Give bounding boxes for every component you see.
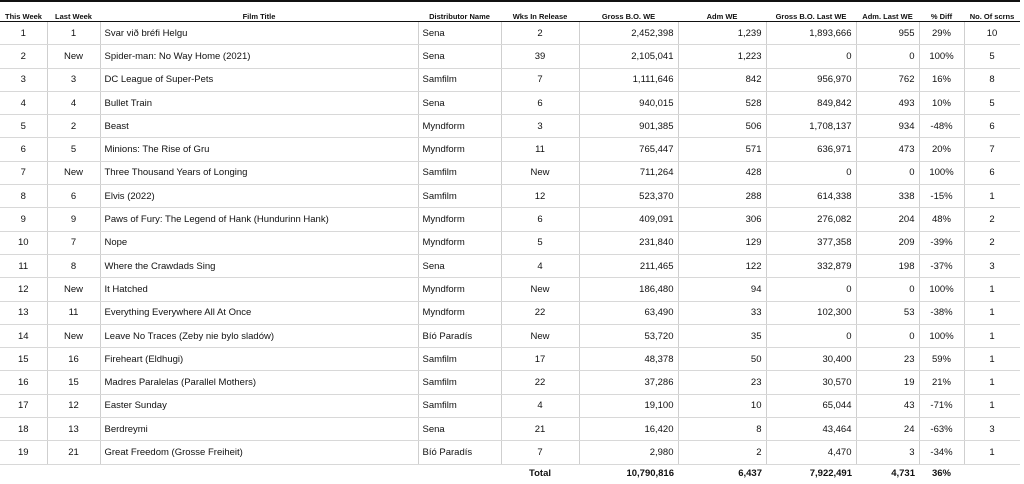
header-gross-we: Gross B.O. WE — [579, 1, 678, 22]
cell-screens: 1 — [964, 185, 1020, 208]
cell-weeks-in-release: 21 — [501, 418, 579, 441]
cell-gross-last-we: 102,300 — [766, 301, 856, 324]
cell-screens: 5 — [964, 91, 1020, 114]
cell-adm-last-we: 0 — [856, 324, 919, 347]
cell-screens: 1 — [964, 348, 1020, 371]
cell-percent-diff: -71% — [919, 394, 964, 417]
cell-weeks-in-release: 6 — [501, 91, 579, 114]
cell-gross-we: 48,378 — [579, 348, 678, 371]
cell-percent-diff: -48% — [919, 115, 964, 138]
cell-weeks-in-release: 7 — [501, 68, 579, 91]
right-edge — [1020, 0, 1024, 484]
table-row — [0, 91, 1020, 114]
cell-distributor: Myndform — [418, 278, 501, 301]
cell-last-week: New — [47, 278, 100, 301]
cell-adm-last-we: 955 — [856, 22, 919, 45]
cell-percent-diff: 48% — [919, 208, 964, 231]
totals-spacer — [47, 464, 100, 482]
cell-gross-we: 901,385 — [579, 115, 678, 138]
cell-adm-we: 1,239 — [678, 22, 766, 45]
totals-spacer — [0, 464, 47, 482]
cell-film-title: Svar við bréfi Helgu — [100, 22, 418, 45]
cell-last-week: 8 — [47, 254, 100, 277]
cell-last-week: 15 — [47, 371, 100, 394]
cell-film-title: Paws of Fury: The Legend of Hank (Hundurinn Hank) — [100, 208, 418, 231]
cell-distributor: Bíó Paradís — [418, 441, 501, 464]
cell-last-week: 21 — [47, 441, 100, 464]
cell-adm-last-we: 53 — [856, 301, 919, 324]
cell-percent-diff: 29% — [919, 22, 964, 45]
table-row — [0, 371, 1020, 394]
cell-gross-we: 211,465 — [579, 254, 678, 277]
cell-weeks-in-release: 22 — [501, 301, 579, 324]
cell-distributor: Sena — [418, 254, 501, 277]
cell-gross-we: 1,111,646 — [579, 68, 678, 91]
cell-distributor: Samfilm — [418, 371, 501, 394]
cell-gross-last-we: 1,708,137 — [766, 115, 856, 138]
cell-weeks-in-release: 4 — [501, 394, 579, 417]
cell-distributor: Samfilm — [418, 185, 501, 208]
totals-diff: 36% — [919, 464, 964, 482]
cell-weeks-in-release: 11 — [501, 138, 579, 161]
cell-film-title: Fireheart (Eldhugi) — [100, 348, 418, 371]
cell-this-week: 19 — [0, 441, 47, 464]
cell-this-week: 12 — [0, 278, 47, 301]
cell-gross-last-we: 0 — [766, 161, 856, 184]
cell-this-week: 11 — [0, 254, 47, 277]
cell-adm-we: 571 — [678, 138, 766, 161]
cell-screens: 7 — [964, 138, 1020, 161]
table-row — [0, 394, 1020, 417]
cell-percent-diff: 16% — [919, 68, 964, 91]
cell-weeks-in-release: New — [501, 161, 579, 184]
cell-percent-diff: -34% — [919, 441, 964, 464]
header-row — [0, 1, 1020, 22]
totals-adm-last: 4,731 — [856, 464, 919, 482]
cell-film-title: Easter Sunday — [100, 394, 418, 417]
cell-gross-we: 63,490 — [579, 301, 678, 324]
cell-gross-last-we: 636,971 — [766, 138, 856, 161]
totals-spacer — [418, 464, 501, 482]
cell-percent-diff: 100% — [919, 45, 964, 68]
header-distributor: Distributor Name — [418, 1, 501, 22]
cell-adm-we: 35 — [678, 324, 766, 347]
cell-this-week: 3 — [0, 68, 47, 91]
cell-film-title: Where the Crawdads Sing — [100, 254, 418, 277]
cell-film-title: Beast — [100, 115, 418, 138]
cell-weeks-in-release: New — [501, 278, 579, 301]
header-gross-last-we: Gross B.O. Last WE — [766, 1, 856, 22]
cell-gross-last-we: 0 — [766, 45, 856, 68]
cell-last-week: 11 — [47, 301, 100, 324]
cell-weeks-in-release: 7 — [501, 441, 579, 464]
cell-this-week: 2 — [0, 45, 47, 68]
cell-gross-we: 409,091 — [579, 208, 678, 231]
cell-this-week: 8 — [0, 185, 47, 208]
cell-distributor: Sena — [418, 45, 501, 68]
table-row — [0, 231, 1020, 254]
cell-screens: 1 — [964, 278, 1020, 301]
cell-gross-last-we: 4,470 — [766, 441, 856, 464]
cell-percent-diff: 21% — [919, 371, 964, 394]
cell-gross-last-we: 0 — [766, 324, 856, 347]
cell-last-week: 4 — [47, 91, 100, 114]
header-last-week: Last Week — [47, 1, 100, 22]
cell-last-week: 7 — [47, 231, 100, 254]
cell-gross-last-we: 65,044 — [766, 394, 856, 417]
cell-last-week: 9 — [47, 208, 100, 231]
cell-distributor: Myndform — [418, 115, 501, 138]
cell-adm-we: 528 — [678, 91, 766, 114]
cell-last-week: 16 — [47, 348, 100, 371]
cell-adm-we: 23 — [678, 371, 766, 394]
table-row — [0, 348, 1020, 371]
table-row — [0, 324, 1020, 347]
cell-distributor: Sena — [418, 418, 501, 441]
cell-this-week: 13 — [0, 301, 47, 324]
cell-weeks-in-release: 39 — [501, 45, 579, 68]
cell-this-week: 5 — [0, 115, 47, 138]
cell-adm-last-we: 209 — [856, 231, 919, 254]
cell-distributor: Bíó Paradís — [418, 324, 501, 347]
cell-last-week: New — [47, 161, 100, 184]
cell-adm-last-we: 23 — [856, 348, 919, 371]
cell-adm-last-we: 934 — [856, 115, 919, 138]
totals-label: Total — [501, 464, 579, 482]
cell-weeks-in-release: 5 — [501, 231, 579, 254]
cell-last-week: New — [47, 324, 100, 347]
table-row — [0, 185, 1020, 208]
cell-screens: 1 — [964, 324, 1020, 347]
header-this-week: This Week — [0, 1, 47, 22]
cell-percent-diff: 20% — [919, 138, 964, 161]
cell-adm-last-we: 0 — [856, 161, 919, 184]
cell-this-week: 16 — [0, 371, 47, 394]
cell-this-week: 15 — [0, 348, 47, 371]
cell-distributor: Myndform — [418, 231, 501, 254]
cell-screens: 6 — [964, 115, 1020, 138]
cell-this-week: 9 — [0, 208, 47, 231]
cell-screens: 2 — [964, 231, 1020, 254]
cell-gross-last-we: 43,464 — [766, 418, 856, 441]
cell-percent-diff: 100% — [919, 324, 964, 347]
cell-adm-we: 8 — [678, 418, 766, 441]
cell-last-week: 3 — [47, 68, 100, 91]
cell-weeks-in-release: 3 — [501, 115, 579, 138]
cell-adm-we: 10 — [678, 394, 766, 417]
cell-distributor: Samfilm — [418, 68, 501, 91]
cell-screens: 2 — [964, 208, 1020, 231]
cell-last-week: 1 — [47, 22, 100, 45]
header-percent-diff: % Diff — [919, 1, 964, 22]
totals-spacer — [100, 464, 418, 482]
cell-adm-last-we: 204 — [856, 208, 919, 231]
cell-last-week: 13 — [47, 418, 100, 441]
cell-last-week: 12 — [47, 394, 100, 417]
table-row — [0, 301, 1020, 324]
cell-adm-we: 122 — [678, 254, 766, 277]
cell-adm-we: 50 — [678, 348, 766, 371]
cell-this-week: 18 — [0, 418, 47, 441]
cell-adm-we: 33 — [678, 301, 766, 324]
cell-percent-diff: 100% — [919, 161, 964, 184]
cell-adm-last-we: 43 — [856, 394, 919, 417]
cell-gross-we: 765,447 — [579, 138, 678, 161]
cell-adm-we: 129 — [678, 231, 766, 254]
cell-gross-last-we: 332,879 — [766, 254, 856, 277]
cell-screens: 1 — [964, 394, 1020, 417]
cell-this-week: 14 — [0, 324, 47, 347]
cell-percent-diff: -15% — [919, 185, 964, 208]
cell-weeks-in-release: 6 — [501, 208, 579, 231]
cell-screens: 1 — [964, 301, 1020, 324]
cell-gross-last-we: 276,082 — [766, 208, 856, 231]
table-row — [0, 208, 1020, 231]
cell-gross-we: 16,420 — [579, 418, 678, 441]
header-screens: No. Of scrns — [964, 1, 1020, 22]
cell-gross-last-we: 849,842 — [766, 91, 856, 114]
cell-film-title: Minions: The Rise of Gru — [100, 138, 418, 161]
cell-gross-we: 53,720 — [579, 324, 678, 347]
cell-adm-last-we: 493 — [856, 91, 919, 114]
cell-percent-diff: -63% — [919, 418, 964, 441]
cell-film-title: Three Thousand Years of Longing — [100, 161, 418, 184]
cell-film-title: Bullet Train — [100, 91, 418, 114]
table-row — [0, 278, 1020, 301]
cell-percent-diff: 100% — [919, 278, 964, 301]
totals-row — [0, 464, 1020, 482]
cell-film-title: It Hatched — [100, 278, 418, 301]
cell-adm-last-we: 0 — [856, 278, 919, 301]
cell-adm-last-we: 24 — [856, 418, 919, 441]
header-weeks-in-release: Wks In Release — [501, 1, 579, 22]
cell-this-week: 10 — [0, 231, 47, 254]
cell-screens: 5 — [964, 45, 1020, 68]
cell-screens: 10 — [964, 22, 1020, 45]
cell-gross-last-we: 377,358 — [766, 231, 856, 254]
cell-last-week: 6 — [47, 185, 100, 208]
table-row — [0, 138, 1020, 161]
table-row — [0, 68, 1020, 91]
cell-adm-we: 94 — [678, 278, 766, 301]
totals-spacer — [964, 464, 1020, 482]
cell-weeks-in-release: 4 — [501, 254, 579, 277]
cell-film-title: Madres Paralelas (Parallel Mothers) — [100, 371, 418, 394]
cell-screens: 3 — [964, 418, 1020, 441]
cell-weeks-in-release: 22 — [501, 371, 579, 394]
cell-screens: 1 — [964, 441, 1020, 464]
totals-gross-last: 7,922,491 — [766, 464, 856, 482]
cell-gross-we: 711,264 — [579, 161, 678, 184]
cell-gross-we: 940,015 — [579, 91, 678, 114]
table-row — [0, 418, 1020, 441]
cell-gross-we: 523,370 — [579, 185, 678, 208]
cell-percent-diff: -39% — [919, 231, 964, 254]
cell-this-week: 4 — [0, 91, 47, 114]
cell-gross-last-we: 614,338 — [766, 185, 856, 208]
cell-screens: 6 — [964, 161, 1020, 184]
cell-adm-we: 428 — [678, 161, 766, 184]
header-film-title: Film Title — [100, 1, 418, 22]
table-row — [0, 115, 1020, 138]
header-adm-we: Adm WE — [678, 1, 766, 22]
cell-gross-we: 19,100 — [579, 394, 678, 417]
cell-distributor: Myndform — [418, 301, 501, 324]
header-adm-last-we: Adm. Last WE — [856, 1, 919, 22]
cell-adm-we: 506 — [678, 115, 766, 138]
cell-film-title: Everything Everywhere All At Once — [100, 301, 418, 324]
cell-screens: 8 — [964, 68, 1020, 91]
cell-distributor: Sena — [418, 22, 501, 45]
cell-adm-we: 842 — [678, 68, 766, 91]
cell-distributor: Sena — [418, 91, 501, 114]
cell-gross-last-we: 30,570 — [766, 371, 856, 394]
cell-gross-we: 37,286 — [579, 371, 678, 394]
cell-this-week: 7 — [0, 161, 47, 184]
cell-this-week: 17 — [0, 394, 47, 417]
cell-adm-last-we: 338 — [856, 185, 919, 208]
totals-adm: 6,437 — [678, 464, 766, 482]
cell-adm-last-we: 19 — [856, 371, 919, 394]
cell-gross-we: 231,840 — [579, 231, 678, 254]
cell-distributor: Samfilm — [418, 161, 501, 184]
cell-adm-last-we: 198 — [856, 254, 919, 277]
cell-distributor: Myndform — [418, 208, 501, 231]
cell-this-week: 6 — [0, 138, 47, 161]
cell-film-title: Elvis (2022) — [100, 185, 418, 208]
cell-screens: 1 — [964, 371, 1020, 394]
cell-this-week: 1 — [0, 22, 47, 45]
cell-weeks-in-release: New — [501, 324, 579, 347]
cell-weeks-in-release: 17 — [501, 348, 579, 371]
cell-distributor: Samfilm — [418, 394, 501, 417]
cell-adm-last-we: 473 — [856, 138, 919, 161]
cell-adm-last-we: 0 — [856, 45, 919, 68]
table-row — [0, 22, 1020, 45]
cell-gross-we: 2,980 — [579, 441, 678, 464]
cell-percent-diff: -38% — [919, 301, 964, 324]
cell-last-week: New — [47, 45, 100, 68]
cell-adm-last-we: 3 — [856, 441, 919, 464]
cell-last-week: 5 — [47, 138, 100, 161]
table-row — [0, 45, 1020, 68]
cell-weeks-in-release: 12 — [501, 185, 579, 208]
cell-adm-we: 288 — [678, 185, 766, 208]
cell-adm-we: 306 — [678, 208, 766, 231]
table-row — [0, 161, 1020, 184]
cell-film-title: Nope — [100, 231, 418, 254]
cell-gross-last-we: 1,893,666 — [766, 22, 856, 45]
cell-gross-last-we: 30,400 — [766, 348, 856, 371]
table-row — [0, 441, 1020, 464]
cell-percent-diff: 10% — [919, 91, 964, 114]
cell-film-title: Berdreymi — [100, 418, 418, 441]
cell-gross-last-we: 0 — [766, 278, 856, 301]
cell-gross-we: 2,452,398 — [579, 22, 678, 45]
cell-film-title: DC League of Super-Pets — [100, 68, 418, 91]
cell-film-title: Spider-man: No Way Home (2021) — [100, 45, 418, 68]
cell-percent-diff: 59% — [919, 348, 964, 371]
cell-film-title: Great Freedom (Grosse Freiheit) — [100, 441, 418, 464]
cell-distributor: Samfilm — [418, 348, 501, 371]
cell-gross-last-we: 956,970 — [766, 68, 856, 91]
cell-percent-diff: -37% — [919, 254, 964, 277]
cell-distributor: Myndform — [418, 138, 501, 161]
cell-weeks-in-release: 2 — [501, 22, 579, 45]
cell-last-week: 2 — [47, 115, 100, 138]
cell-film-title: Leave No Traces (Zeby nie bylo sladów) — [100, 324, 418, 347]
totals-gross: 10,790,816 — [579, 464, 678, 482]
cell-gross-we: 186,480 — [579, 278, 678, 301]
cell-gross-we: 2,105,041 — [579, 45, 678, 68]
cell-adm-we: 1,223 — [678, 45, 766, 68]
cell-adm-we: 2 — [678, 441, 766, 464]
table-row — [0, 254, 1020, 277]
cell-adm-last-we: 762 — [856, 68, 919, 91]
cell-screens: 3 — [964, 254, 1020, 277]
